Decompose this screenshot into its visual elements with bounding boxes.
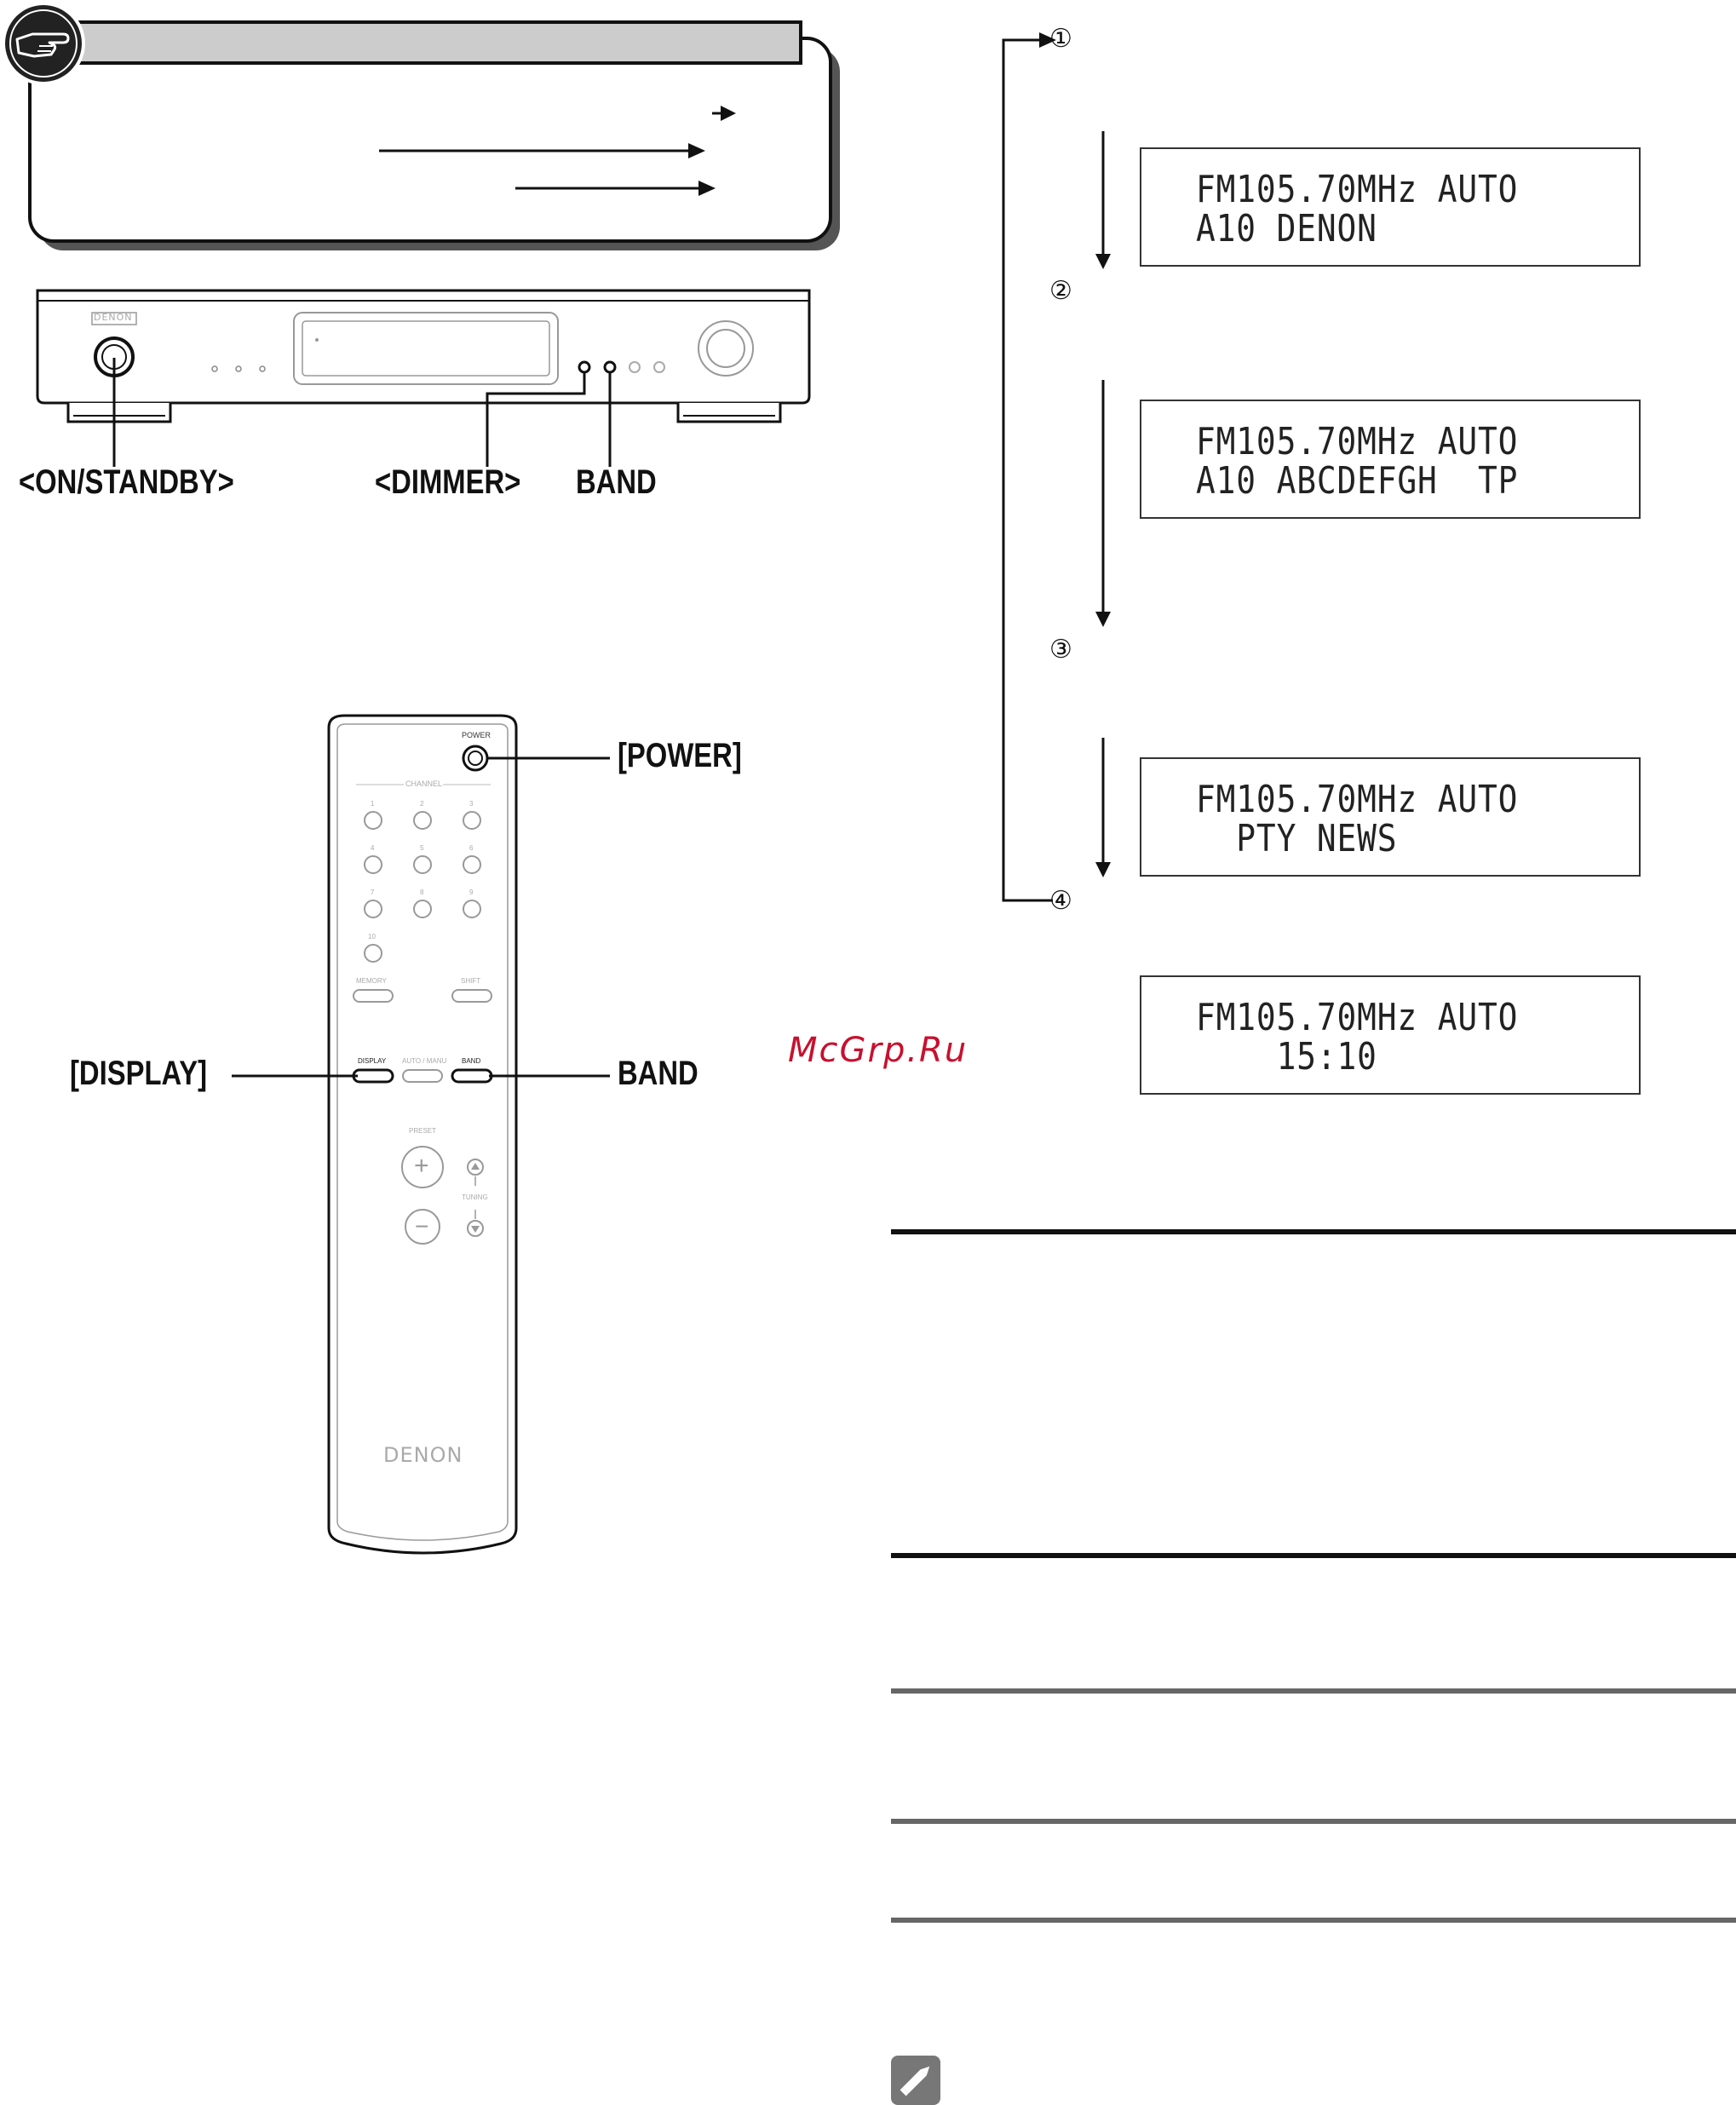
remote-shift-label: SHIFT [461,977,481,985]
lcd-line-2: A10 DENON [1196,207,1377,250]
step-marker-4: ④ [1049,886,1072,916]
remote-memory-label: MEMORY [356,977,387,985]
section-divider [891,1229,1736,1234]
preset-minus-icon: − [415,1213,429,1239]
key-label-3: 3 [469,800,474,808]
watermark-text: McGrp.Ru [788,1031,969,1070]
lcd-line-1: FM105.70MHz AUTO [1196,420,1519,463]
key-label-10: 10 [368,933,376,940]
display-label: [DISPLAY] [70,1055,207,1092]
key-label-6: 6 [469,844,474,852]
remote-band-label: BAND [462,1057,481,1065]
key-label-7: 7 [371,889,375,896]
remote-channel-label: CHANNEL [405,779,443,788]
lcd-line-2: A10 ABCDEFGH TP [1196,459,1519,503]
lcd-line-2: PTY NEWS [1196,817,1398,860]
lcd-screen-4 [1140,975,1641,1095]
remote-tuning-label: TUNING [462,1193,488,1201]
remote-power-label: POWER [462,731,491,739]
lcd-screen-3 [1140,757,1641,877]
band-remote-label: BAND [618,1055,698,1092]
remote-preset-label: PRESET [409,1127,437,1135]
lcd-screen-1 [1140,147,1641,267]
subsection-divider [891,1819,1736,1824]
remote-display-label: DISPLAY [358,1057,387,1065]
remote-leaders [0,0,852,1107]
key-label-5: 5 [420,844,424,852]
lcd-line-1: FM105.70MHz AUTO [1196,168,1519,211]
key-label-4: 4 [371,844,375,852]
pencil-note-icon [891,2056,940,2105]
band-front-label: BAND [576,463,657,501]
key-label-8: 8 [420,889,424,896]
step-marker-2: ② [1049,276,1072,306]
on-standby-label: <ON/STANDBY> [19,463,234,501]
remote-brand-logo: DENON [383,1443,463,1467]
lcd-line-1: FM105.70MHz AUTO [1196,996,1519,1039]
key-label-2: 2 [420,800,424,808]
key-label-1: 1 [371,800,375,808]
dimmer-label: <DIMMER> [375,463,521,501]
power-label: [POWER] [618,737,742,774]
lcd-screen-2 [1140,400,1641,519]
subsection-divider [891,1688,1736,1694]
preset-plus-icon: + [414,1152,429,1180]
key-label-9: 9 [469,889,474,896]
remote-auto-manu-label: AUTO / MANU [402,1057,447,1065]
unit-brand-logo: DENON [94,312,133,323]
lcd-line-1: FM105.70MHz AUTO [1196,778,1519,821]
lcd-line-2: 15:10 [1196,1035,1377,1078]
subsection-divider [891,1918,1736,1923]
section-divider [891,1553,1736,1558]
step-marker-1: ① [1049,24,1072,54]
step-marker-3: ③ [1049,635,1072,664]
